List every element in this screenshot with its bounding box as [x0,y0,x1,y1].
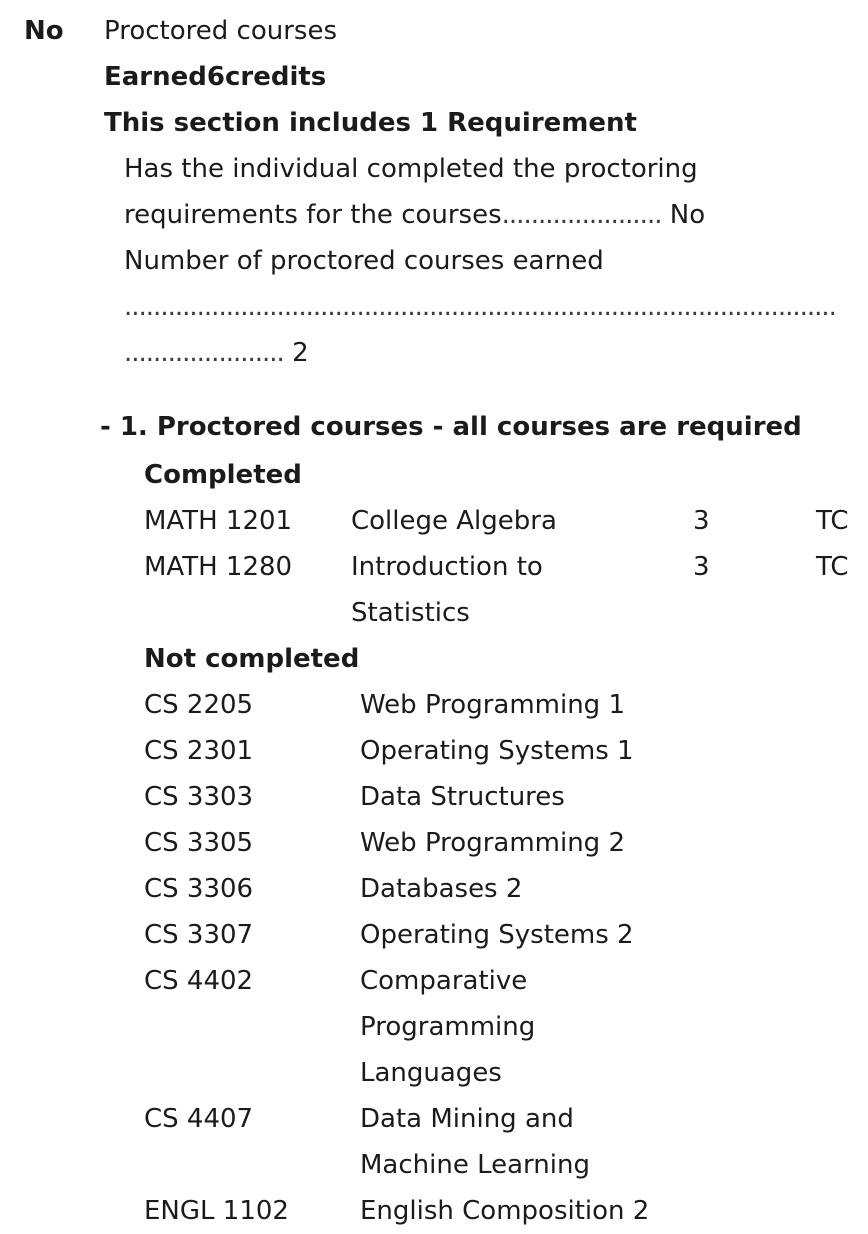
course-code[interactable]: CS 3307 [144,920,254,950]
course-credits: 3 [693,506,710,536]
course-title: English Composition 2 [360,1196,650,1226]
course-grade: TC [816,552,849,582]
course-code[interactable]: ENGL 1102 [144,1196,289,1226]
course-title: Operating Systems 1 [360,736,634,766]
not-completed-label: Not completed [144,644,360,674]
proctored-count-line [124,330,848,376]
course-code[interactable]: CS 2301 [144,736,254,766]
dot-leader: ...................... [501,200,662,230]
proctoring-question-line-1: Has the individual completed the proctoring [124,154,698,184]
section-requirement-count: This section includes 1 Requirement [104,108,637,138]
course-code[interactable]: CS 3306 [144,874,254,904]
section-title: Proctored courses [104,16,337,46]
course-grade: TC [816,506,849,536]
proctoring-question-line-2 [124,192,848,238]
course-code[interactable]: CS 4402 [144,966,254,996]
course-title: College Algebra [351,506,557,536]
course-title: Introduction to Statistics [351,552,543,628]
course-title: Web Programming 2 [360,828,625,858]
course-code[interactable]: CS 4407 [144,1104,254,1134]
dot-leader-line [124,284,848,330]
proctored-count-value: 2 [292,338,309,368]
course-title: Data Mining and Machine Learning [360,1104,590,1180]
course-credits: 3 [693,552,710,582]
earned-credits: Earned6credits [104,62,327,92]
course-code[interactable]: CS 3303 [144,782,254,812]
proctoring-answer: No [669,200,706,230]
course-code[interactable]: MATH 1201 [144,506,293,536]
proctored-count-label: Number of proctored courses earned [124,246,604,276]
requirement-title[interactable]: - 1. Proctored courses - all courses are required [100,412,802,442]
course-title: Web Programming 1 [360,690,625,720]
course-title: Databases 2 [360,874,523,904]
course-title: Data Structures [360,782,565,812]
course-code[interactable]: MATH 1280 [144,552,293,582]
course-code[interactable]: CS 2205 [144,690,254,720]
proctoring-question-text: requirements for the courses [124,200,502,230]
dot-leader: .................................................................................................. [124,292,836,322]
course-title: Comparative Programming Languages [360,966,536,1088]
course-title: Operating Systems 2 [360,920,634,950]
course-code[interactable]: CS 3305 [144,828,254,858]
requirement-questions [124,146,848,376]
section-status: No [24,16,64,46]
dot-leader: ...................... [124,338,284,368]
completed-label: Completed [144,460,302,490]
